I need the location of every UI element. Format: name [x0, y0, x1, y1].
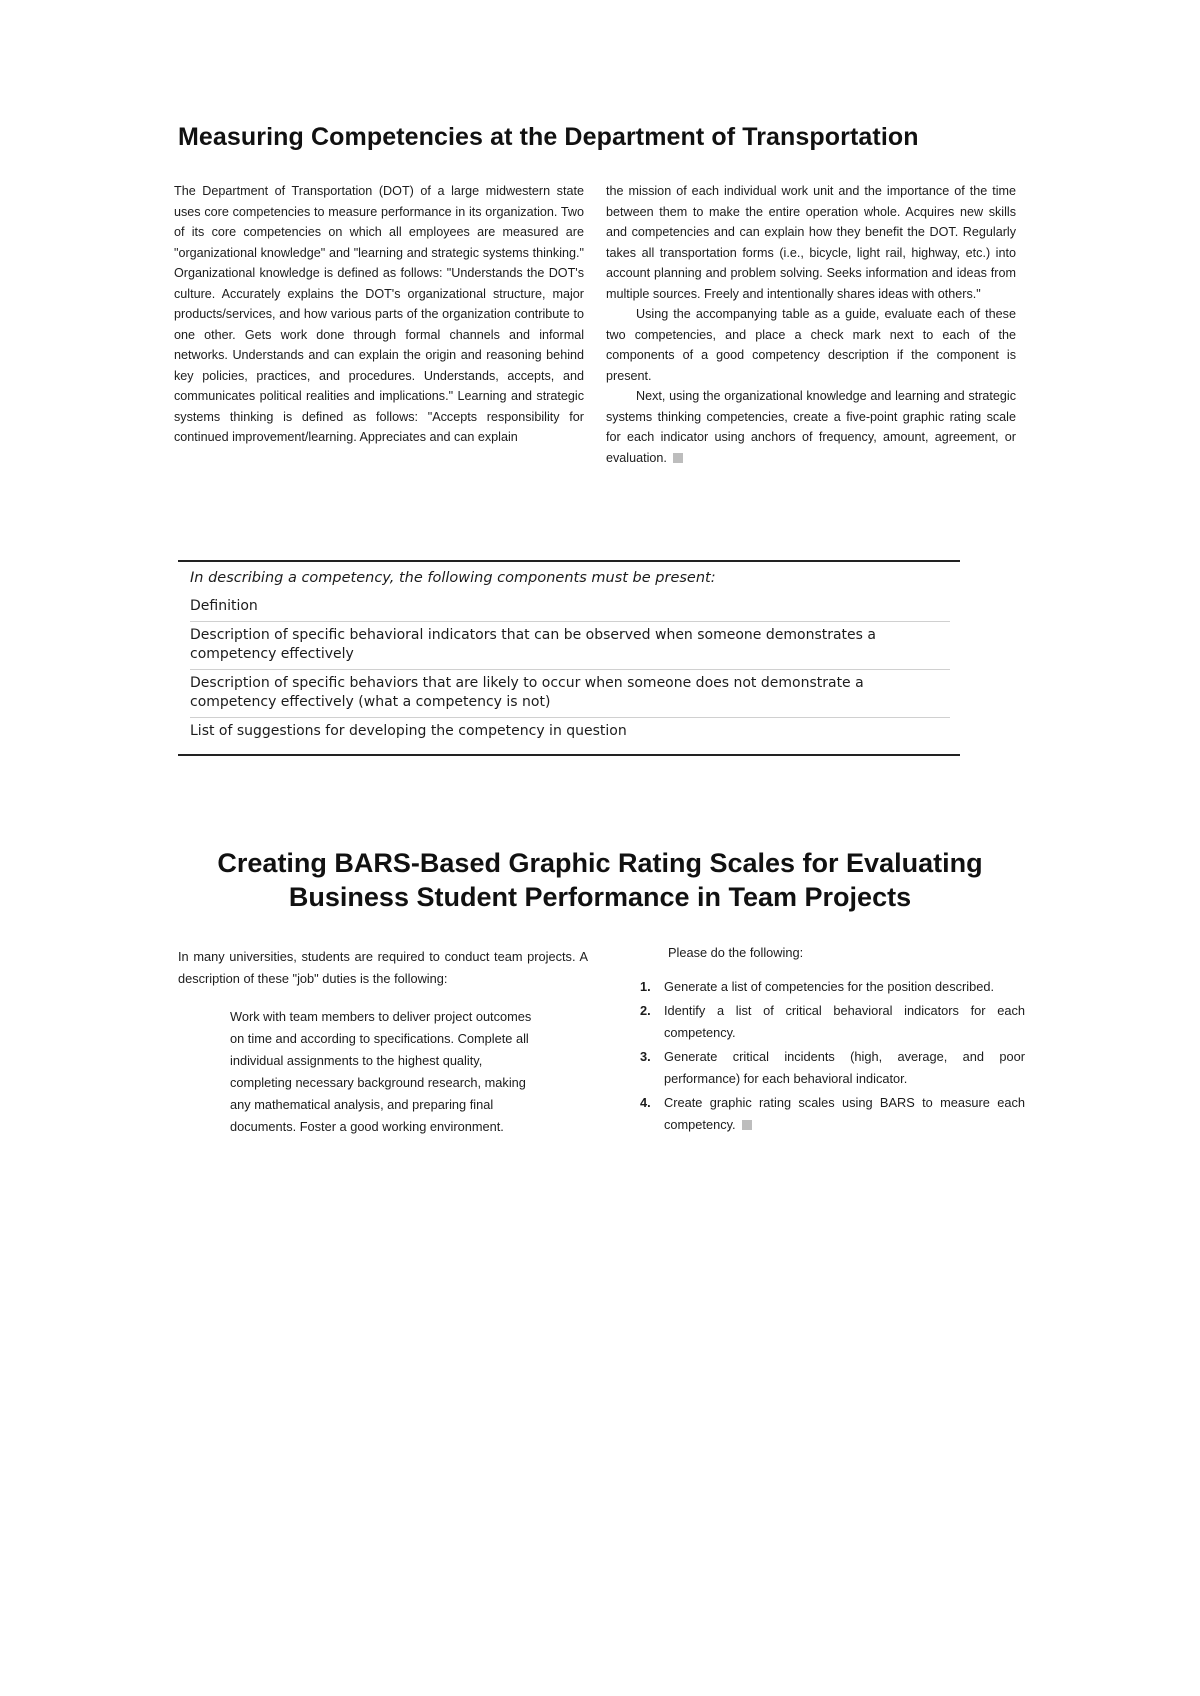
job-duties-quote: Work with team members to deliver project outcomes on time and according to specifications. Complete all individual assignments to the highest quality, completing necessary background research, making any mathematical analysis, and preparing final documents. Foster a good working environment.	[230, 1009, 532, 1134]
step-number: 3.	[640, 1049, 651, 1064]
component-row-behavioral-indicators: Description of specific behavioral indicators that can be observed when someone demonstrates a competency effectively	[190, 621, 950, 669]
step-text: Generate critical incidents (high, average, and poor performance) for each behavioral indicator.	[664, 1049, 1025, 1086]
section-title-measuring-competencies: Measuring Competencies at the Department of Transportation	[178, 123, 919, 151]
section2-title-line-2: Business Student Performance in Team Projects	[288, 882, 912, 912]
section2-left-column	[178, 946, 588, 1138]
step-number: 2.	[640, 1003, 651, 1018]
step-number: 4.	[640, 1095, 651, 1110]
section2-right-column	[640, 942, 1025, 1138]
component-row-development-suggestions: List of suggestions for developing the competency in question	[190, 717, 950, 746]
section1-right-column	[606, 181, 1016, 468]
section-title-bars-rating-scales	[160, 846, 1040, 914]
section1-right-paragraph-3: Next, using the organizational knowledge and learning and strategic systems thinking competencies, create a five-point graphic rating scale for each indicator using anchors of frequency, amount, agreement, or evaluation.	[606, 389, 1016, 465]
end-of-section-mark-icon	[673, 453, 683, 463]
section1-right-paragraph-1: the mission of each individual work unit and the importance of the time between them to make the entire operation whole. Acquires new skills and competencies and can explain how they benefit the DOT. Regularly takes all transportation forms (i.e., bicycle, light rail, highway, etc.) into account planning and problem solving. Seeks information and ideas from multiple sources. Freely and intentionally shares ideas with others."	[606, 184, 1016, 301]
instruction-step	[640, 976, 1025, 998]
section2-title-line-1: Creating BARS-Based Graphic Rating Scales for Evaluating	[217, 848, 983, 878]
component-row-definition: Definition	[190, 598, 258, 614]
section2-left-paragraph: In many universities, students are required to conduct team projects. A description of these "job" duties is the following:	[178, 949, 588, 986]
instruction-step	[640, 1046, 1025, 1090]
instruction-step	[640, 1000, 1025, 1044]
component-row-negative-behaviors: Description of specific behaviors that are likely to occur when someone does not demonstrate a competency effectively (what a competency is not)	[190, 669, 950, 717]
instructions-list	[640, 976, 1025, 1136]
step-number: 1.	[640, 979, 651, 994]
competency-components-table	[178, 560, 960, 756]
instructions-intro: Please do the following:	[668, 945, 804, 960]
step-text: Identify a list of critical behavioral indicators for each competency.	[664, 1003, 1025, 1040]
end-of-section-mark-icon	[742, 1120, 752, 1130]
section1-left-column	[174, 181, 584, 448]
step-text: Create graphic rating scales using BARS to measure each competency.	[664, 1095, 1025, 1132]
components-table-title: In describing a competency, the following components must be present:	[190, 570, 716, 586]
instruction-step	[640, 1092, 1025, 1136]
step-text: Generate a list of competencies for the position described.	[664, 979, 995, 994]
section1-left-paragraph: The Department of Transportation (DOT) of a large midwestern state uses core competencies to measure performance in its organization. Two of its core competencies on which all employees are measured are "organizational knowledge" and "learning and strategic systems thinking." Organizational knowledge is defined as follows: "Understands the DOT's culture. Accurately explains the DOT's organizational structure, major products/services, and how various parts of the organization contribute to one other. Gets work done through formal channels and informal networks. Understands and can explain the origin and reasoning behind key policies, practices, and procedures. Understands, accepts, and communicates political realities and implications." Learning and strategic systems thinking is defined as follows: "Accepts responsibility for continued improvement/learning. Appreciates and can explain	[174, 184, 584, 444]
section1-right-paragraph-2: Using the accompanying table as a guide, evaluate each of these two competencies, and place a check mark next to each of the components of a good competency description if the component is present.	[606, 307, 1016, 383]
